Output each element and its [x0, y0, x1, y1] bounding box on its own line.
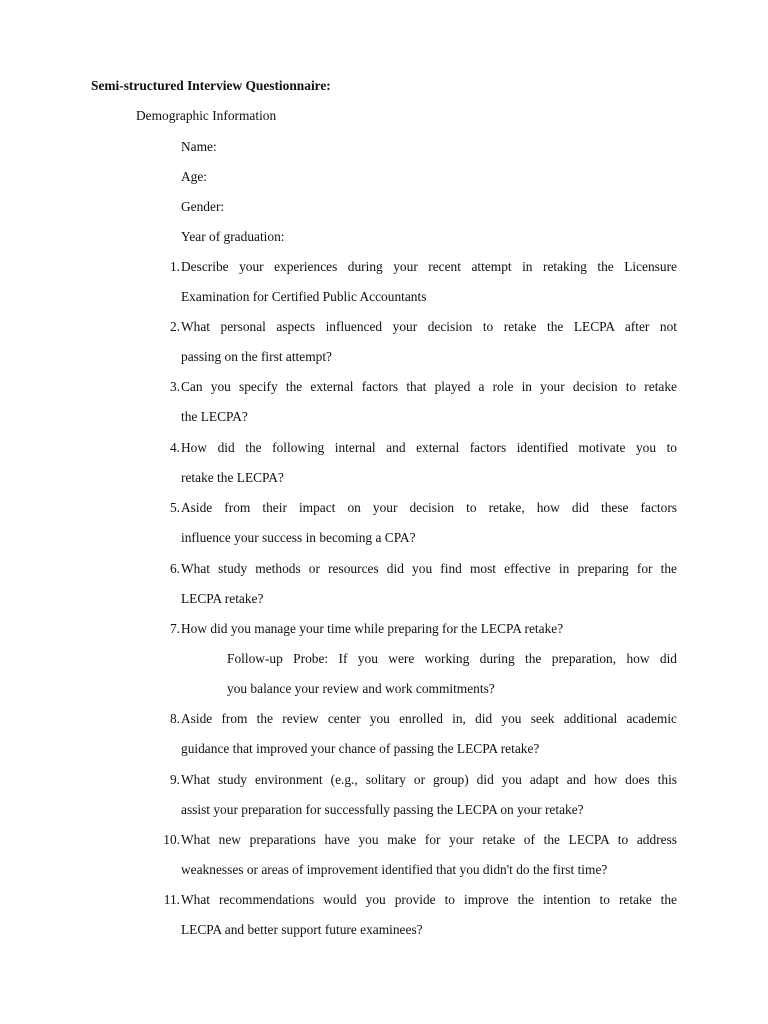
question-line: weaknesses or areas of improvement identified that you didn't do the first time? — [181, 862, 608, 877]
question-line: What study environment (e.g., solitary or group) did you adapt and how does this — [181, 772, 677, 787]
question-item — [150, 312, 677, 372]
question-text — [181, 433, 677, 493]
question-text — [181, 312, 677, 372]
question-text — [181, 704, 677, 764]
question-line: What personal aspects influenced your decision to retake the LECPA after not — [181, 319, 677, 334]
question-text — [181, 252, 677, 312]
question-number: 10. — [163, 832, 180, 847]
question-line: Describe your experiences during your recent attempt in retaking the Licensure — [181, 259, 677, 274]
question-line: What study methods or resources did you find most effective in preparing for the — [181, 561, 677, 576]
question-line: How did the following internal and external factors identified motivate you to — [181, 440, 677, 455]
question-number: 7. — [169, 621, 180, 636]
probe-line: you balance your review and work commitments? — [227, 681, 495, 696]
question-text — [181, 554, 677, 614]
question-item — [150, 252, 677, 312]
question-text — [181, 372, 677, 432]
question-number: 1. — [169, 259, 180, 274]
field-name: Name: — [181, 139, 217, 154]
question-number: 3. — [169, 379, 180, 394]
question-item — [150, 433, 677, 493]
question-item — [150, 554, 677, 614]
question-item — [150, 372, 677, 432]
question-number: 8. — [169, 711, 180, 726]
question-number: 11. — [163, 892, 180, 907]
question-text — [181, 765, 677, 825]
question-text — [181, 885, 677, 945]
question-item — [150, 704, 677, 764]
question-line: LECPA and better support future examinees? — [181, 922, 423, 937]
question-number: 5. — [169, 500, 180, 515]
question-item — [150, 765, 677, 825]
question-item — [150, 825, 677, 885]
question-line: retake the LECPA? — [181, 470, 284, 485]
field-gender: Gender: — [181, 199, 225, 214]
question-number: 9. — [169, 772, 180, 787]
question-number: 2. — [169, 319, 180, 334]
question-item — [150, 493, 677, 553]
question-line: Can you specify the external factors that played a role in your decision to retake — [181, 379, 677, 394]
question-line: influence your success in becoming a CPA? — [181, 530, 416, 545]
question-text — [181, 493, 677, 553]
question-line: LECPA retake? — [181, 591, 264, 606]
section-heading: Demographic Information — [136, 108, 277, 123]
question-item — [150, 885, 677, 945]
question-line: assist your preparation for successfully passing the LECPA on your retake? — [181, 802, 584, 817]
question-line: Examination for Certified Public Accountants — [181, 289, 427, 304]
field-age: Age: — [181, 169, 208, 184]
document-title: Semi-structured Interview Questionnaire: — [91, 78, 331, 93]
follow-up-probe — [227, 644, 677, 704]
question-line: the LECPA? — [181, 409, 248, 424]
question-text — [181, 825, 677, 885]
question-line: What recommendations would you provide to improve the intention to retake the — [181, 892, 677, 907]
question-line: Aside from the review center you enrolled in, did you seek additional academic — [181, 711, 677, 726]
question-text — [181, 614, 677, 644]
question-number: 4. — [169, 440, 180, 455]
probe-line: Follow-up Probe: If you were working during the preparation, how did — [227, 651, 677, 666]
question-line: guidance that improved your chance of passing the LECPA retake? — [181, 741, 540, 756]
question-line: What new preparations have you make for your retake of the LECPA to address — [181, 832, 677, 847]
question-item — [150, 614, 677, 644]
question-number: 6. — [169, 561, 180, 576]
question-line: How did you manage your time while preparing for the LECPA retake? — [181, 621, 564, 636]
question-line: passing on the first attempt? — [181, 349, 332, 364]
question-line: Aside from their impact on your decision to retake, how did these factors — [181, 500, 677, 515]
field-year-of-graduation: Year of graduation: — [181, 229, 285, 244]
